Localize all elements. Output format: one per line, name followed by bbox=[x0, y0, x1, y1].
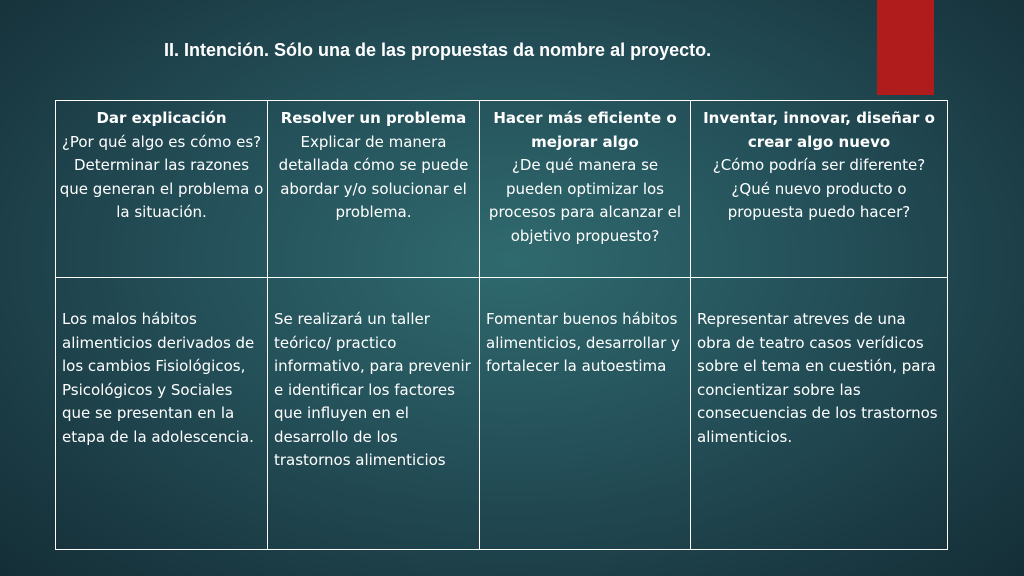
header-cell-solve bbox=[268, 101, 480, 278]
table-cell-solve: Se realizará un taller teórico/ practico informativo, para prevenir e identificar los factores que influyen en el desarrollo de los trastornos alimenticios bbox=[268, 278, 480, 549]
header-description: ¿Por qué algo es cómo es? Determinar las razones que generan el problema o la situación. bbox=[59, 132, 264, 221]
header-description: ¿De qué manera se pueden optimizar los procesos para alcanzar el objetivo propuesto? bbox=[488, 156, 682, 245]
header-cell-explain bbox=[56, 101, 268, 278]
table-cell-invent: Representar atreves de una obra de teatro casos verídicos sobre el tema en cuestión, para concientizar sobre las consecuencias de los trastornos alimenticios. bbox=[697, 310, 938, 446]
header-description: ¿Cómo podría ser diferente? ¿Qué nuevo producto o propuesta puedo hacer? bbox=[712, 156, 926, 221]
accent-bar bbox=[877, 0, 934, 95]
slide-title: II. Intención. Sólo una de las propuestas da nombre al proyecto. bbox=[164, 40, 712, 60]
header-title: Hacer más eficiente o mejorar algo bbox=[493, 109, 677, 151]
table-cell-improve: Fomentar buenos hábitos alimenticios, desarrollar y fortalecer la autoestima bbox=[480, 278, 691, 549]
intention-table bbox=[55, 100, 948, 550]
header-title: Dar explicación bbox=[96, 109, 227, 127]
header-cell-invent bbox=[691, 101, 947, 278]
header-title: Inventar, innovar, diseñar o crear algo nuevo bbox=[703, 109, 935, 151]
header-description: Explicar de manera detallada cómo se puede abordar y/o solucionar el problema. bbox=[278, 132, 469, 221]
header-title: Resolver un problema bbox=[280, 109, 467, 127]
header-cell-improve bbox=[480, 101, 691, 278]
table-cell-explain: Los malos hábitos alimenticios derivados de los cambios Fisiológicos, Psicológicos y Sociales que se presentan en la etapa de la adolescencia. bbox=[56, 278, 268, 549]
